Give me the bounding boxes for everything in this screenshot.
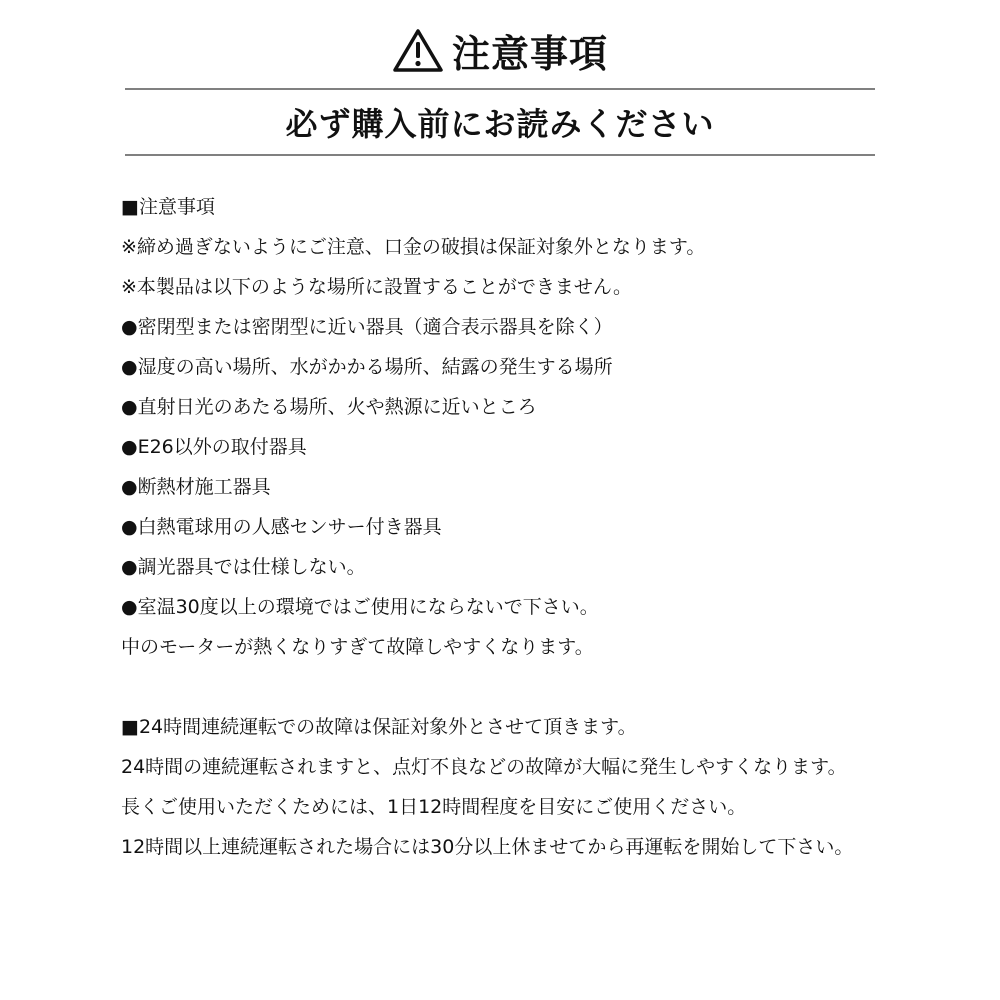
notice-line: ●室温30度以上の環境ではご使用にならないで下さい。 bbox=[121, 596, 599, 618]
notice-line: ●白熱電球用の人感センサー付き器具 bbox=[121, 516, 442, 538]
notice-line: ●密閉型または密閉型に近い器具（適合表示器具を除く） bbox=[121, 316, 613, 338]
page-subtitle: 必ず購入前にお読みください bbox=[285, 105, 715, 143]
notice-line: ●直射日光のあたる場所、火や熱源に近いところ bbox=[121, 396, 537, 418]
divider-bottom bbox=[125, 154, 875, 156]
warning-triangle-icon bbox=[392, 27, 444, 73]
notice-line: ※締め過ぎないようにご注意、口金の破損は保証対象外となります。 bbox=[121, 236, 706, 258]
title-row bbox=[0, 22, 1000, 78]
notice-body bbox=[121, 187, 921, 867]
notice-line: ●E26以外の取付器具 bbox=[121, 436, 307, 458]
page-title: 注意事項 bbox=[451, 31, 608, 76]
notice-line: ●湿度の高い場所、水がかかる場所、結露の発生する場所 bbox=[121, 356, 613, 378]
notice-line: 長くご使用いただくためには、1日12時間程度を目安にご使用ください。 bbox=[121, 796, 747, 818]
notice-line: 中のモーターが熱くなりすぎて故障しやすくなります。 bbox=[121, 636, 594, 658]
notice-line: ●調光器具では仕様しない。 bbox=[121, 556, 366, 578]
notice-line: 12時間以上連続運転された場合には30分以上休ませてから再運転を開始して下さい。 bbox=[121, 836, 854, 858]
notice-line: ●断熱材施工器具 bbox=[121, 476, 271, 498]
section-spacer bbox=[121, 667, 921, 707]
section-heading: ■注意事項 bbox=[121, 196, 215, 218]
section-heading: ■24時間連続運転での故障は保証対象外とさせて頂きます。 bbox=[121, 716, 637, 738]
divider-top bbox=[125, 88, 875, 90]
notice-line: 24時間の連続運転されますと、点灯不良などの故障が大幅に発生しやすくなります。 bbox=[121, 756, 847, 778]
notice-line: ※本製品は以下のような場所に設置することができません。 bbox=[121, 276, 633, 298]
